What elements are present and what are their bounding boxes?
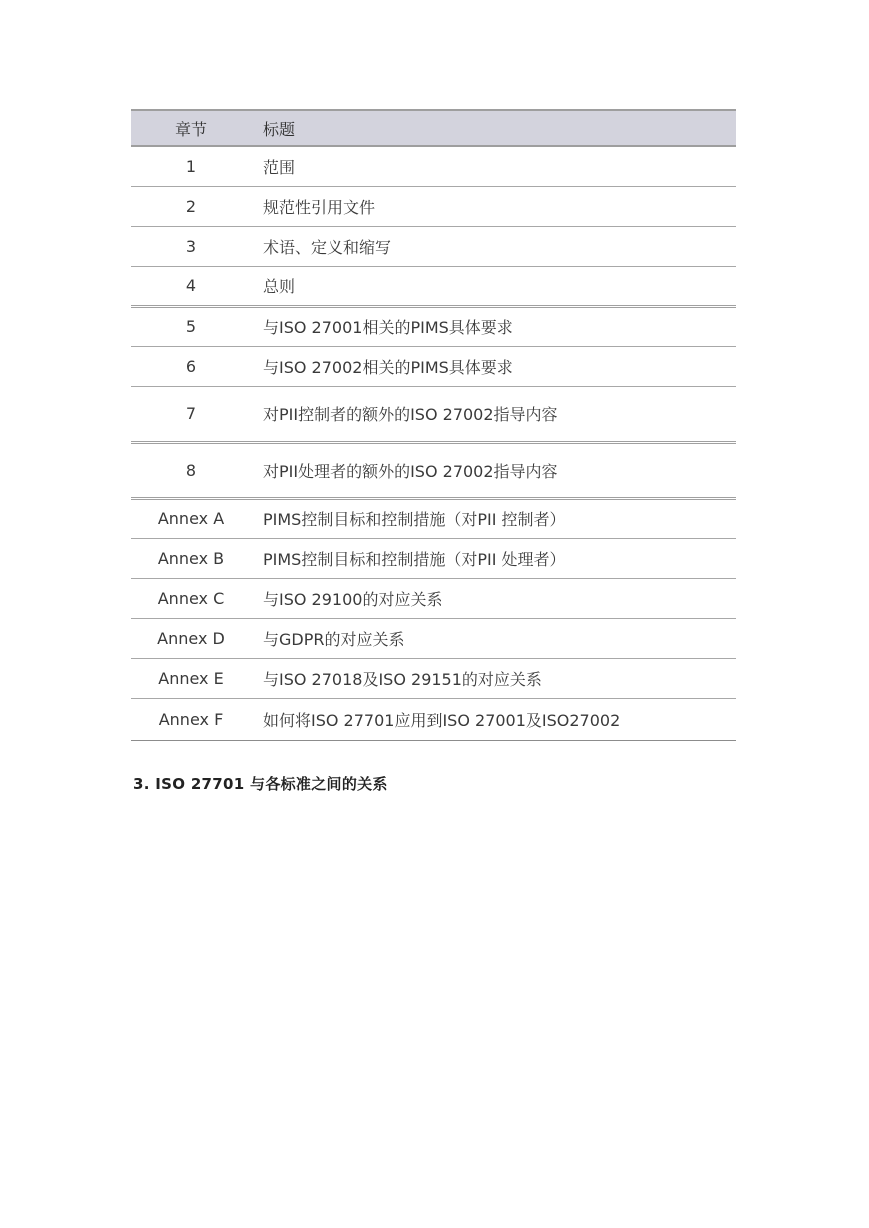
title-cell: 与ISO 29100的对应关系 (263, 589, 443, 609)
table-row (131, 698, 736, 740)
table-row (131, 306, 736, 346)
chapter-cell: 3 (185, 236, 197, 256)
table-row (131, 618, 736, 658)
header-title: 标题 (263, 119, 296, 139)
chapter-cell: 4 (185, 276, 197, 295)
table-row (131, 226, 736, 266)
title-cell: 与GDPR的对应关系 (263, 629, 405, 649)
table-row (131, 658, 736, 698)
table-row (131, 578, 736, 618)
title-cell: PIMS控制目标和控制措施（对PII 处理者） (263, 549, 566, 569)
chapter-cell: 1 (185, 156, 197, 176)
table-row (131, 386, 736, 442)
chapter-cell: Annex A (157, 509, 225, 528)
header-chapter: 章节 (174, 119, 207, 139)
title-cell: 如何将ISO 27701应用到ISO 27001及ISO27002 (263, 710, 621, 730)
title-cell: 与ISO 27001相关的PIMS具体要求 (263, 318, 513, 337)
table-row (131, 498, 736, 538)
chapter-cell: 6 (185, 356, 197, 376)
chapter-cell: 7 (185, 404, 197, 423)
title-cell: PIMS控制目标和控制措施（对PII 控制者） (263, 510, 566, 529)
chapter-cell: 2 (185, 196, 197, 216)
table-row (131, 266, 736, 306)
table-row (131, 186, 736, 226)
chapter-cell: Annex F (158, 709, 224, 729)
table-row (131, 146, 736, 186)
chapter-cell: Annex C (157, 588, 225, 608)
title-cell: 规范性引用文件 (263, 197, 376, 217)
title-cell: 对PII控制者的额外的ISO 27002指导内容 (263, 405, 558, 424)
table-row (131, 346, 736, 386)
title-cell: 范围 (263, 157, 296, 177)
title-cell: 对PII处理者的额外的ISO 27002指导内容 (263, 461, 558, 481)
table-row (131, 538, 736, 578)
chapter-cell: 8 (185, 460, 197, 480)
title-cell: 与ISO 27018及ISO 29151的对应关系 (263, 669, 542, 689)
chapter-cell: Annex D (157, 628, 225, 648)
chapter-cell: Annex B (157, 548, 225, 568)
chapter-cell: Annex E (158, 668, 224, 688)
table-header-row (131, 110, 736, 146)
chapter-table (131, 109, 736, 741)
section-heading: 3. ISO 27701 与各标准之间的关系 (133, 775, 388, 793)
title-cell: 总则 (263, 277, 296, 296)
title-cell: 与ISO 27002相关的PIMS具体要求 (263, 357, 513, 377)
title-cell: 术语、定义和缩写 (263, 237, 392, 257)
chapter-cell: 5 (185, 317, 197, 336)
table-row (131, 442, 736, 498)
